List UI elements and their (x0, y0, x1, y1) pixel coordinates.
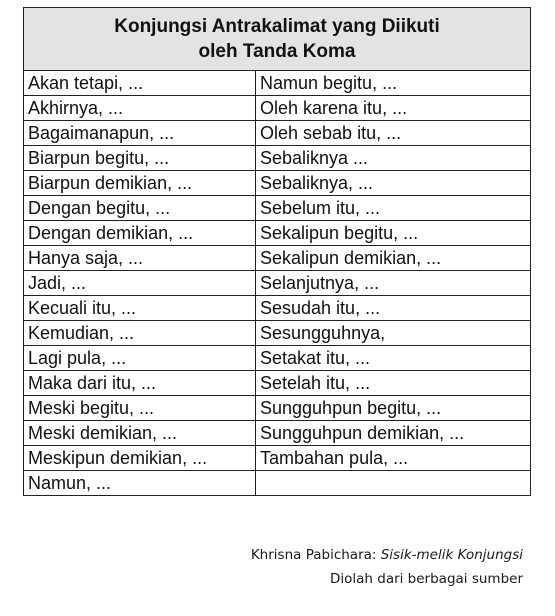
table-row (24, 96, 531, 121)
table-cell-left: Biarpun begitu, ... (24, 146, 256, 171)
source-note: Diolah dari berbagai sumber (329, 571, 523, 587)
table-row (24, 371, 531, 396)
table-cell-right: Sekalipun demikian, ... (256, 246, 531, 271)
table-row (24, 446, 531, 471)
table-row (24, 396, 531, 421)
table-cell-right: Sesungguhnya, (256, 321, 531, 346)
table-cell-right: Selanjutnya, ... (256, 271, 531, 296)
table-row (24, 71, 531, 96)
table-cell-left: Dengan begitu, ... (24, 196, 256, 221)
table-cell-right: Sesudah itu, ... (256, 296, 531, 321)
table-cell-right: Sebelum itu, ... (256, 196, 531, 221)
table-cell-right: Oleh karena itu, ... (256, 96, 531, 121)
table-cell-left: Lagi pula, ... (24, 346, 256, 371)
table-cell-right: Tambahan pula, ... (256, 446, 531, 471)
table-cell-left: Biarpun demikian, ... (24, 171, 256, 196)
table-cell-right: Namun begitu, ... (256, 71, 531, 96)
table-cell-right: Sebaliknya, ... (256, 171, 531, 196)
table-cell-right: Oleh sebab itu, ... (256, 121, 531, 146)
table-row (24, 146, 531, 171)
table-row (24, 421, 531, 446)
table-row (24, 296, 531, 321)
table-row (24, 196, 531, 221)
table-cell-right: Sungguhpun demikian, ... (256, 421, 531, 446)
table-cell-left: Meski begitu, ... (24, 396, 256, 421)
table-cell-left: Maka dari itu, ... (24, 371, 256, 396)
table-row (24, 471, 531, 496)
table-row (24, 321, 531, 346)
table-title-line-2: oleh Tanda Koma (198, 41, 356, 62)
source-attribution (251, 543, 523, 591)
table-title (24, 8, 531, 71)
table-cell-left: Akhirnya, ... (24, 96, 256, 121)
table-cell-left: Kemudian, ... (24, 321, 256, 346)
table-header (24, 8, 531, 71)
table-cell-right: Setakat itu, ... (256, 346, 531, 371)
table-row (24, 221, 531, 246)
table-cell-left: Kecuali itu, ... (24, 296, 256, 321)
table-row (24, 171, 531, 196)
table-cell-right (256, 471, 531, 496)
table-row (24, 346, 531, 371)
table-cell-left: Namun, ... (24, 471, 256, 496)
table-cell-left: Jadi, ... (24, 271, 256, 296)
table-body (24, 71, 531, 496)
source-work-title: Sisik-melik Konjungsi (380, 547, 523, 563)
table-cell-right: Sebaliknya ... (256, 146, 531, 171)
table-title-line-1: Konjungsi Antrakalimat yang Diikuti (114, 16, 440, 37)
table-cell-left: Hanya saja, ... (24, 246, 256, 271)
table-cell-left: Meski demikian, ... (24, 421, 256, 446)
table-cell-left: Meskipun demikian, ... (24, 446, 256, 471)
table-cell-right: Sekalipun begitu, ... (256, 221, 531, 246)
table-row (24, 246, 531, 271)
table-cell-right: Setelah itu, ... (256, 371, 531, 396)
table-row (24, 271, 531, 296)
table-cell-left: Akan tetapi, ... (24, 71, 256, 96)
conjunction-table (23, 7, 531, 496)
table-cell-left: Dengan demikian, ... (24, 221, 256, 246)
source-author: Khrisna Pabichara: (250, 547, 381, 563)
source-citation (251, 543, 523, 567)
table-cell-left: Bagaimanapun, ... (24, 121, 256, 146)
table-header-row (24, 8, 531, 71)
table-cell-right: Sungguhpun begitu, ... (256, 396, 531, 421)
table-row (24, 121, 531, 146)
